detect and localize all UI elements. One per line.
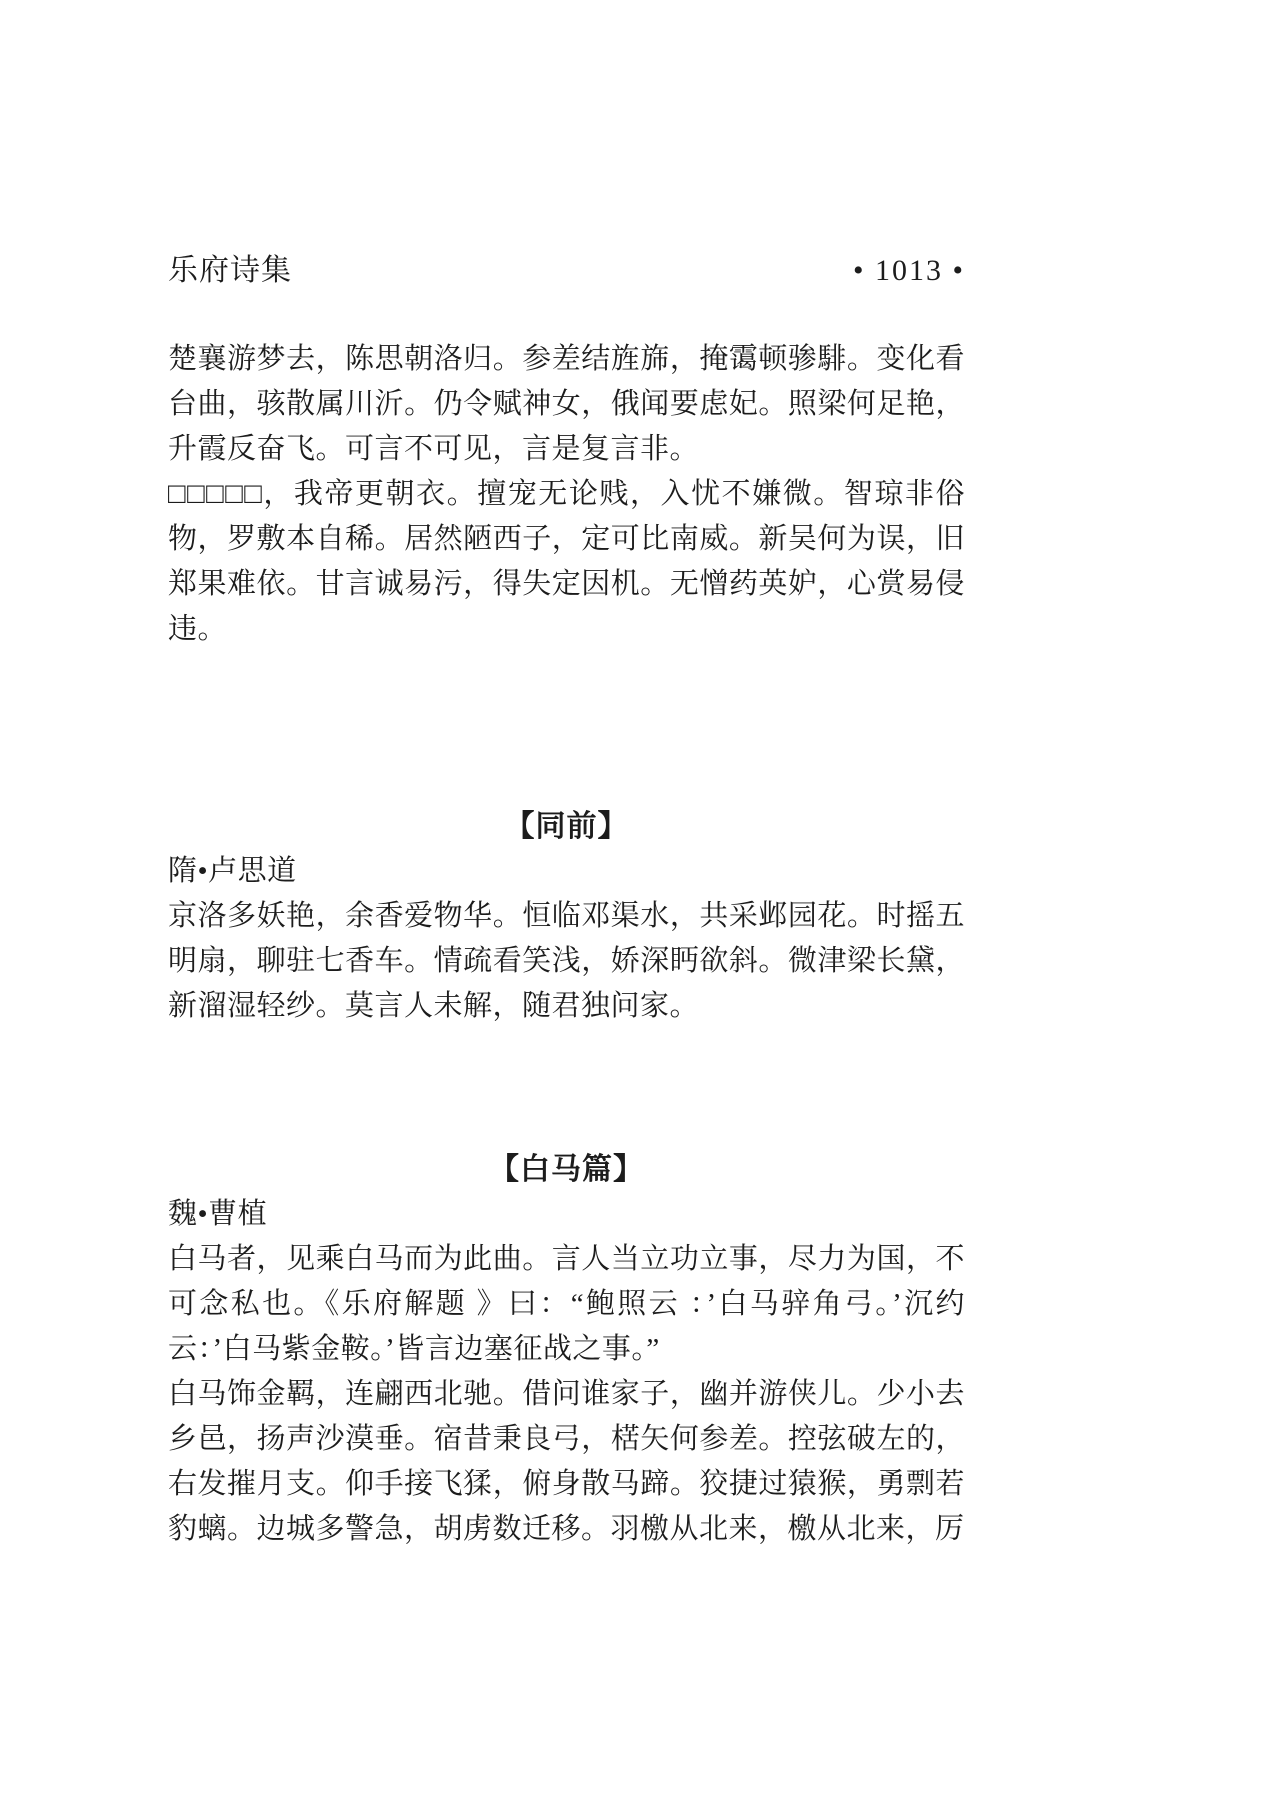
poem-stanza: □□□□□，我帝更朝衣。擅宠无论贱，入忧不嫌微。智琼非俗物，罗敷本自稀。居然陋西子，定可比南威。新吴何为误，旧郑果难依。甘言诚易污，得失定因机。无憎药英妒，心赏易侵违。 — [168, 478, 965, 645]
poem-stanza: 楚襄游梦去，陈思朝洛归。参差结旌旆，掩霭顿骖騑。变化看台曲，骇散属川沂。仍令赋神女，俄闻要虑妃。照梁何足艳，升霞反奋飞。可言不可见，言是复言非。 — [168, 343, 965, 465]
section-tongqian — [168, 804, 965, 1029]
running-header — [168, 255, 965, 287]
book-title: 乐府诗集 — [168, 254, 292, 287]
section-heading-baima: 【白马篇】 — [489, 1153, 644, 1186]
poem-body: 京洛多妖艳，余香爱物华。恒临邓渠水，共采邺园花。时摇五明扇，聊驻七香车。情疏看笑浅，娇深眄欲斜。微津梁长黛，新溜湿轻纱。莫言人未解，随君独问家。 — [168, 900, 965, 1022]
poem-body: 白马饰金羁，连翩西北驰。借问谁家子，幽并游侠儿。少小去乡邑，扬声沙漠垂。宿昔秉良弓，楛矢何参差。控弦破左的，右发摧月支。仰手接飞猱，俯身散马蹄。狡捷过猿猴，勇剽若豹螭。边城多警急，胡虏数迁移。羽檄从北来，檄从北来，厉 — [168, 1378, 965, 1545]
author-line: 隋•卢思道 — [168, 855, 297, 887]
section-baima — [168, 1147, 965, 1552]
text-column — [168, 337, 965, 1552]
page-number: • 1013 • — [852, 254, 965, 287]
author-line: 魏•曹植 — [168, 1198, 268, 1230]
poem-preface: 白马者，见乘白马而为此曲。言人当立功立事，尽力为国，不可念私也。《乐府解题 》曰：“鲍照云 ：’白马骍角弓。’沉约云：’白马紫金鞍。’皆言边塞征战之事。” — [168, 1243, 965, 1365]
section-heading-tongqian: 【同前】 — [504, 810, 629, 843]
section-poem-continuation — [168, 337, 965, 652]
